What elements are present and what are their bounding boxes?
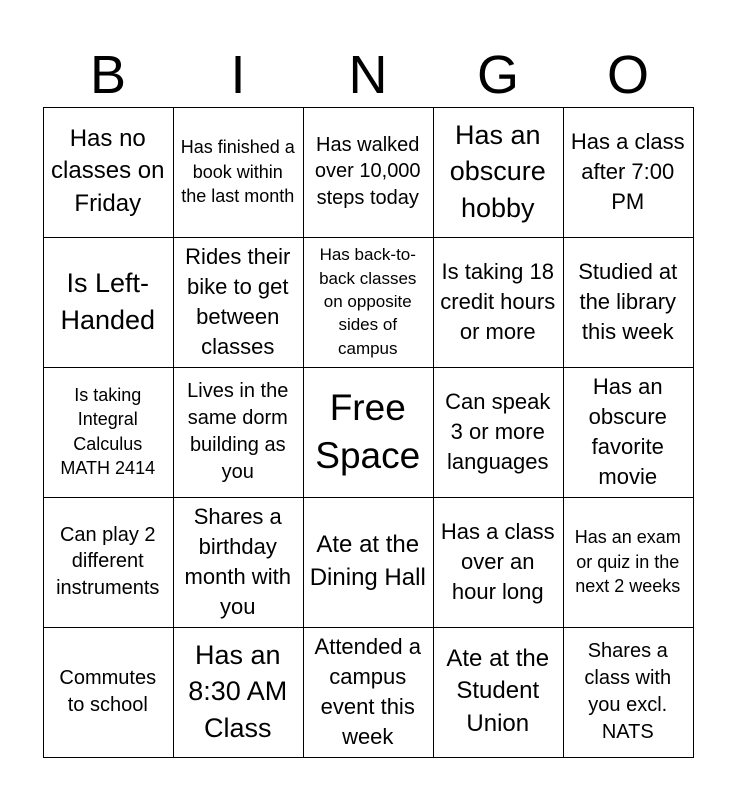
header-letter-n: N	[348, 45, 388, 105]
bingo-cell[interactable]	[43, 497, 175, 629]
header-letter-i: I	[230, 45, 246, 105]
bingo-cell[interactable]	[563, 497, 695, 629]
bingo-cell-text: Can play 2 different instruments	[56, 523, 160, 600]
bingo-cell[interactable]	[563, 237, 695, 369]
bingo-cell-text: Has a class over an hour long	[440, 518, 555, 604]
header-letter-b: B	[89, 45, 127, 105]
bingo-cell[interactable]	[173, 367, 305, 499]
bingo-cell-text: Shares a class with you excl. NATS	[584, 640, 672, 743]
bingo-cell-text: Has a class after 7:00 PM	[570, 128, 685, 214]
bingo-cell-text: Studied at the library this week	[578, 258, 678, 344]
bingo-cell-text: Commutes to school	[59, 666, 157, 716]
bingo-card-grid	[43, 107, 693, 757]
bingo-cell[interactable]	[303, 627, 435, 759]
bingo-cell-text: Has an 8:30 AM Class	[188, 639, 288, 744]
bingo-cell-text: Has finished a book within the last month	[180, 137, 295, 206]
bingo-cell-text: Lives in the same dorm building as you	[187, 380, 289, 483]
bingo-cell[interactable]	[173, 627, 305, 759]
bingo-free-space[interactable]	[303, 367, 435, 499]
bingo-cell[interactable]	[43, 627, 175, 759]
bingo-cell[interactable]	[433, 627, 565, 759]
bingo-cell[interactable]	[43, 107, 175, 239]
bingo-cell[interactable]	[173, 497, 305, 629]
bingo-cell[interactable]	[563, 627, 695, 759]
bingo-cell[interactable]	[303, 497, 435, 629]
bingo-cell[interactable]	[433, 237, 565, 369]
bingo-cell-text: Attended a campus event this week	[314, 633, 421, 749]
bingo-cell-text: Ate at the Student Union	[446, 644, 550, 738]
bingo-cell-text: Has walked over 10,000 steps today	[314, 133, 421, 210]
bingo-cell[interactable]	[563, 367, 695, 499]
header-letter-g: G	[476, 45, 519, 105]
bingo-header	[43, 44, 693, 106]
bingo-cell[interactable]	[43, 367, 175, 499]
bingo-cell-text: Free Space	[315, 386, 421, 476]
bingo-cell[interactable]	[303, 107, 435, 239]
bingo-cell-text: Has no classes on Friday	[51, 124, 165, 218]
bingo-cell[interactable]	[43, 237, 175, 369]
bingo-cell[interactable]	[173, 237, 305, 369]
bingo-cell[interactable]	[173, 107, 305, 239]
bingo-cell-text: Has an obscure hobby	[449, 119, 546, 224]
bingo-cell[interactable]	[433, 107, 565, 239]
bingo-cell-text: Ate at the Dining Hall	[309, 531, 426, 591]
bingo-cell-text: Has an exam or quiz in the next 2 weeks	[574, 527, 681, 596]
bingo-cell-text: Has back-to-back classes on opposite sides of campus	[319, 245, 417, 358]
bingo-cell-text: Shares a birthday month with you	[184, 503, 291, 619]
bingo-cell-text: Can speak 3 or more languages	[445, 388, 551, 474]
bingo-cell[interactable]	[303, 237, 435, 369]
bingo-cell[interactable]	[433, 367, 565, 499]
bingo-cell-text: Is taking 18 credit hours or more	[440, 258, 556, 344]
bingo-cell-text: Has an obscure favorite movie	[588, 373, 667, 489]
header-letter-o: O	[606, 45, 649, 105]
bingo-cell-text: Rides their bike to get between classes	[185, 243, 291, 359]
bingo-cell-text: Is Left-Handed	[60, 268, 156, 335]
bingo-cell[interactable]	[563, 107, 695, 239]
bingo-cell-text: Is taking Integral Calculus MATH 2414	[60, 385, 156, 479]
bingo-cell[interactable]	[433, 497, 565, 629]
